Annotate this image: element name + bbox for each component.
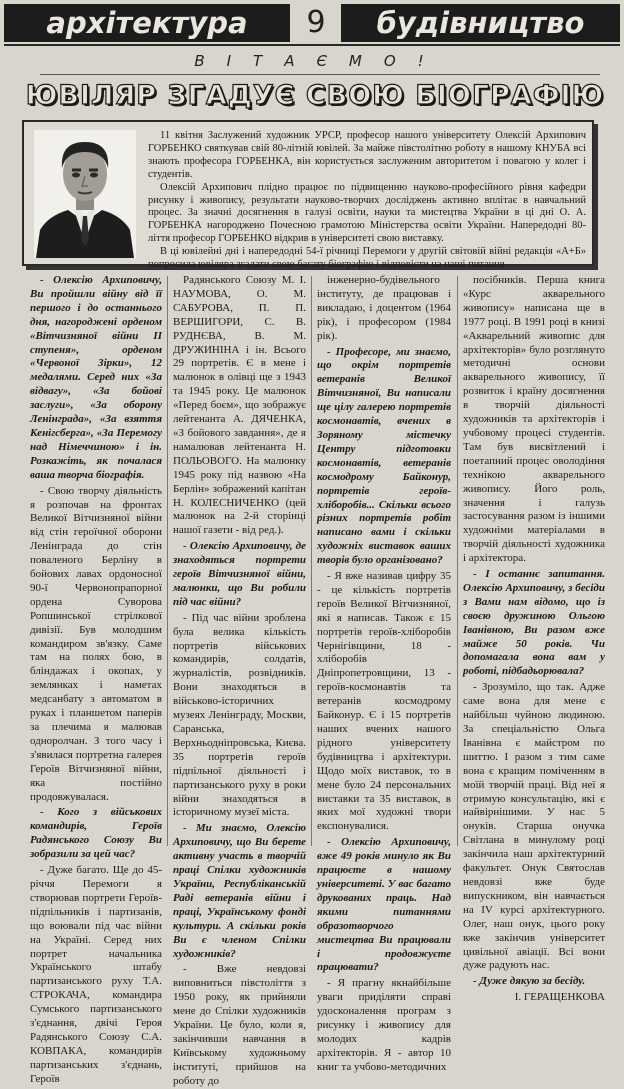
interview-answer: посібників. Перша книга «Курс акварельного живопису» написана ще в 1977 році. В 1991 році в книзі «Акварельний живопис для архітекторів» було розглянуто методичні основи акварельного живопису, її розвиток і країну досягнення в творчій діяльності художників та архітекторів і учбовому процесі студентів. Там був висвітлений і поетапний процес оволодіння технікою акварельного живопису. Його роль, значення і галузь застосування разом із іншими художніми матеріалами в творчій діяльності художника і архітектора. [463,274,605,565]
column-2 [173,274,306,1087]
portrait-illustration [34,130,136,258]
intro-text [148,130,586,272]
interview-answer: - Я прагну якнайбільше уваги приділяти справі удосконалення програм з рисунку і живопису для молодих кадрів архітекторів. Я - автор 10 книг та учбово-методичних [317,977,451,1073]
column-divider [311,276,312,846]
column-3 [317,274,451,1073]
portrait-photo [34,130,136,258]
interview-question: - Кого з військових командирів, Героїв Радянського Союзу Ви зобразили за цей час? [30,806,162,861]
masthead [4,2,620,44]
interview-answer: - Під час війни зроблена була велика кількість портретів військових командирів, солдатів, журналістів, розвідників. Вони знаходяться в військово-історичних музеях Ленінграду, Москви, Саранська, Верхньодніпровська, Києва. 35 портретів героїв підпільної діяльності і партизанського руху в роки війни знаходяться в історичному музеї міста. [173,611,306,819]
intro-paragraph: В ці ювілейні дні і напередодні 54-ї річниці Перемоги у другій світовій війні редакція «А+Б» попросила ювіляра згадати свою багату біографію і відповісти на наші питання. [148,246,586,271]
interview-question: - Олексію Архиповичу, Ви пройшли війну від її першого і до останнього дня, нагороджені орденом «Вітчизняної війни II ступеня», орденом «Червоної Зірки», 12 медалями. Серед них «За відвагу», «За бойові заслуги», «За оборону Ленінграда», «За взяття Кенігсберга», «За Перемогу над Німеччиною» і ін. Розкажіть, як почалася ваша творча біографія. [30,274,162,481]
greeting-banner: ВІТАЄМО! [194,52,446,70]
intro-paragraph: Олексій Архипович плідно працює по підвищенню науково-професійного рівня кафедри рисунку і живопису, результати науково-творчих досліджень активно вплітає в навчальний процес. За значні досягнення в галузі освіти, науки та мистецтва України в ці дні О. А. ГОРБЕНКА нагороджено Почесною грамотою Міністерства освіти України. Напередодні 80-ліття професор ГОРБЕНКО відкрив в університеті свою виставку. [148,181,586,245]
greeting-rule [40,74,600,75]
column-1 [30,274,162,1085]
interview-answer: - Я вже називав цифру 35 - це кількість портретів героїв Великої Вітчизняної, які я написав. Також є 15 портретів героїв-хліборобів Чернігівщини, 18 - хліборобів Дніпропетровщини, 13 - героїв-космонавтів та ветеранів космодрому Байконур. Є і 15 портретів наших вчених нашого рідного університету будівництва і архітектури. Щодо моїх виставок, то в мене було 24 персональних виставки та 35 виставок, в яких мої художні твори експонувалися. [317,570,451,833]
interview-answer: - Вже невдовзі виповниться півстоліття з 1950 року, як прийняли мене до Спілки художників України. Це було, коли я, закінчивши навчання в Київському художньому інституті, прийшов на роботу до [173,963,306,1087]
masthead-rule [4,44,620,46]
interview-answer: Радянського Союзу М. І. НАУМОВА, О. М. САБУРОВА, П. П. ВЕРШИГОРИ, С. В. РУДНЄВА, В. М. ДРУЖИНІНА і ін. Всього 29 портретів. Є в мене і малюнок в олівці ще з 1943 та 1945 року. Це малюнок «Перед боєм», що зображує лейтенанта А. ДЯЧЕНКА, «З бойового завдання», де я намалював лейтенанта Н. ПОЛЬОВОГО. На малюнку 1945 року під назвою «На Берлін» зображений капітан Н. КОЛЕСНИЧЕНКО (цей малюнок на 2-й сторінці нашої газети - від ред.). [173,274,306,537]
author-signature: І. ГЕРАЩЕНКОВА [514,991,605,1004]
interview-question: - Професоре, ми знаємо, що окрім портретів ветеранів Великої Вітчизняної, Ви написали ще цілу галерею портретів космонавтів, вчених в Зоряному містечку Центру підготовки космонавтів, ветеранів космодрому Байконур, портретів героїв-хліборобів... Скільки всього різних портретів робіт написано вами і скільки художніх виставок ваших творів було організовано? [317,345,451,567]
intro-box [22,120,594,271]
masthead-section-construction: будівництво [341,4,620,42]
interview-question: - Олексію Архиповичу, вже 49 років минуло як Ви працюєте в нашому університеті. У вас багато друкованих праць. Над якими питаннями образотворчого мистецтва Ви працювали і продовжуєте працювати? [317,836,451,974]
column-divider [457,276,458,846]
interview-question: - Ми знаємо, Олексію Архиповичу, що Ви берете активну участь в творчій праці Спілки художників України, Республіканській Раді ветеранів війни і праці, Українському фонді культури. А скільки років Ви є членом Спілки художників? [173,822,306,960]
interview-question: - Олексію Архиповичу, де знаходяться портрети героїв Вітчизняної війни, малюнки, що Ви робили під час війни? [173,540,306,608]
column-4 [463,274,605,1004]
interview-answer: - Зрозуміло, що так. Адже саме вона для мене є найбільш чуйною людиною. За спеціальністю Ольга Іванівна є майстром по шиттю. І разом з тим саме вона є кращим поміченням в моїй творчій праці. Від неї я отримую консультацію, які є найвірнішими. У нас 5 онуків. Старша онучка Світлана в минулому році закінчила наш архітектурний факультет. Онук Святослав невдовзі вже буде випускником, він навчається на IV курсі архітектурного. Олег, наш онук, цього року вже закінчив університет цивільної авіації. Всі вони дуже радують нас. [463,681,605,972]
page-number: 9 [306,5,326,40]
article-headline: ЮВІЛЯР ЗГАДУЄ СВОЮ БІОГРАФІЮ [25,80,605,111]
intro-paragraph: 11 квітня Заслужений художник УРСР, професор нашого університету Олексій Архипович ГОРБЕНКО святкував свій 80-літній ювілей. За майже півстолітню роботу в нашому КНУБА всі знають професора ГОРБЕНКА, він користується заслуженим авторитетом і повагою у колег і студентів. [148,130,586,180]
masthead-section-architecture: архітектура [4,4,290,42]
interview-question: - І останнє запитання. Олексію Архиповичу, з бесіди з Вами нам відомо, що із своєю дружиною Ольгою Іванівною, Ви разом вже майже 50 років. Чи допомагала вона вам у роботі, підбадьорювала? [463,568,605,678]
interview-answer: - Дуже багато. Ще до 45-річчя Перемоги я створював портрети Героїв-підпільників і партизанів, що воювали під час війни на Україні. Серед них портрет начальника Українського штабу партизанського руху Т.А. СТРОКАЧА, командира Сумського партизанського з'єднання, двічі Героя Радянського Союзу С.А. КОВПАКА, командирів партизанських з'єднань, Героїв [30,864,162,1085]
interview-question: - Дуже дякую за бесіду. [473,975,586,988]
interview-answer: інженерно-будівельного інституту, де працював і викладаю, і доцентом (1964 рік), і професором (1984 рік). [317,274,451,342]
column-divider [167,276,168,846]
interview-answer: - Свою творчу діяльність я розпочав на фронтах Великої Вітчизняної війни від стін героїчної оборони Ленінграда до стін поваленого Берліну в бойових лавах ордоносної 90-ї Червонопрапорної ордена Суворова Ропшинської стрілкової дивізії. Був молодшим командиром зв'язку. Саме там на полях бою, в бліндажах і окопах, у землянках і наметах медсанбату з автоматом в руках і планшетом паперів за плечима я малював одноpолчан. З того часу і з'явилася портретна галерея Героїв Вітчизняної війни, яка постійно продовжувалася. [30,484,162,803]
